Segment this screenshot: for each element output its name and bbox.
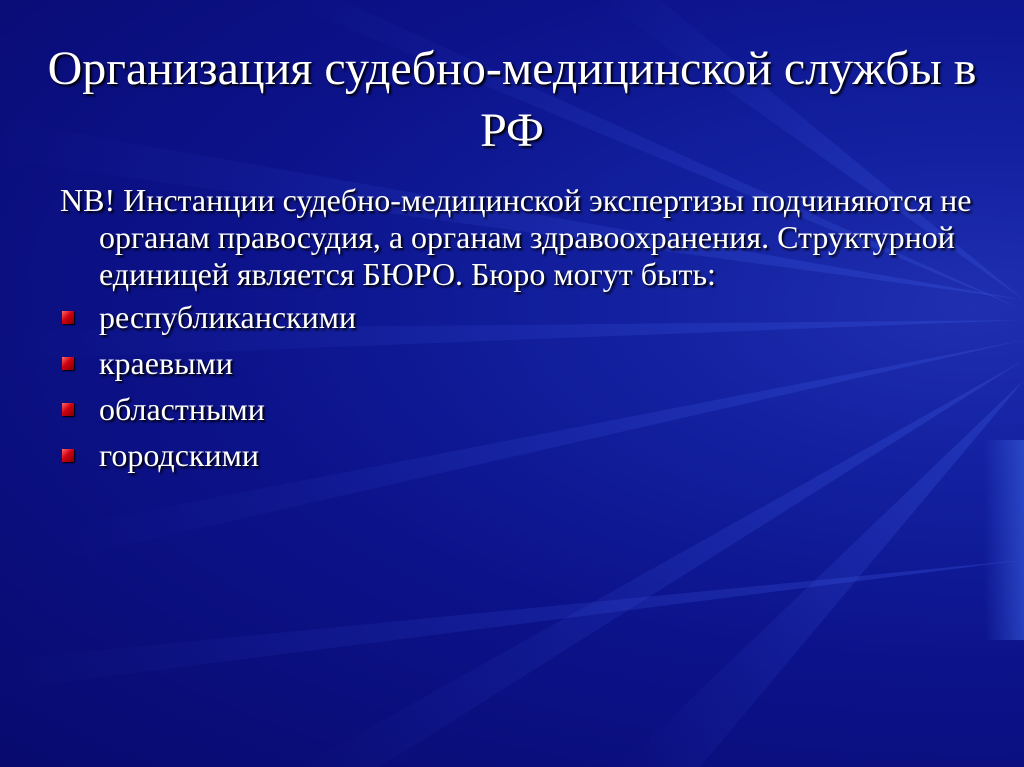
square-bullet-icon — [62, 311, 74, 324]
bullet-list — [60, 299, 990, 483]
slide-body — [60, 182, 990, 483]
square-bullet-icon — [62, 357, 74, 370]
list-item-text: городскими — [99, 437, 259, 473]
corner-glow — [984, 440, 1024, 640]
list-item — [60, 437, 990, 483]
intro-paragraph: NB! Инстанции судебно-медицинской экспертизы подчиняются не органам правосудия, а органам здравоохранения. Структурной единицей является БЮРО. Бюро могут быть: — [60, 182, 972, 292]
list-item-text: областными — [99, 391, 265, 427]
square-bullet-icon — [62, 403, 74, 416]
square-bullet-icon — [62, 449, 74, 462]
list-item-text: республиканскими — [99, 299, 357, 335]
list-item — [60, 345, 990, 391]
slide-title: Организация судебно-медицинской службы в РФ — [47, 42, 977, 157]
list-item-text: краевыми — [99, 345, 233, 381]
list-item — [60, 299, 990, 345]
list-item — [60, 391, 990, 437]
